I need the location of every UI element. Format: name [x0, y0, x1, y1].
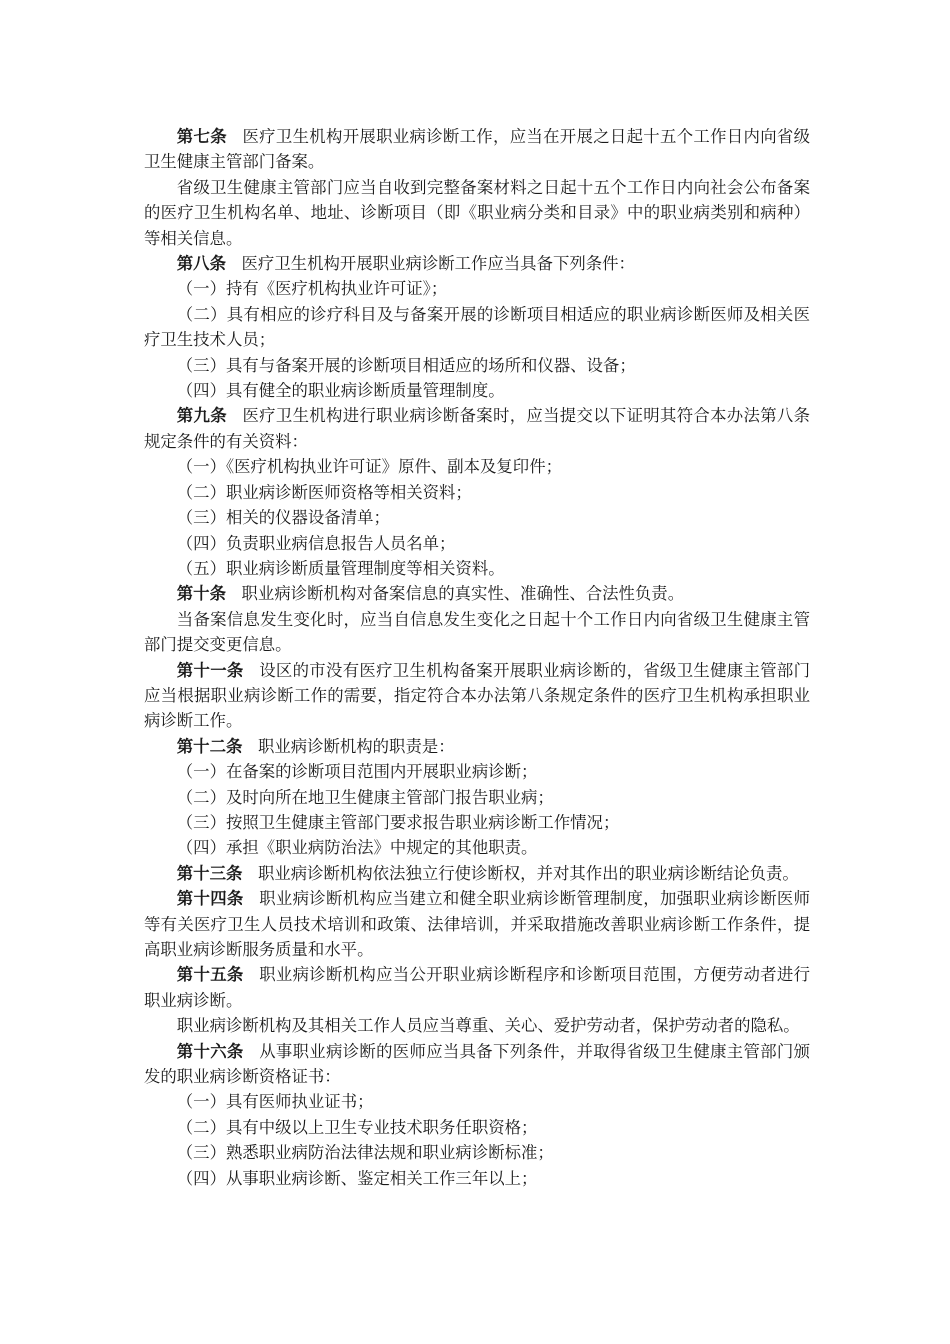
paragraph [144, 607, 810, 658]
list-item [144, 505, 810, 530]
paragraph-text: （三）相关的仪器设备清单； [176, 508, 390, 528]
paragraph-text: （二）职业病诊断医师资格等相关资料； [176, 482, 472, 502]
paragraph [144, 175, 810, 251]
paragraph-text: 医疗卫生机构开展职业病诊断工作应当具备下列条件： [241, 254, 635, 274]
article-label: 第七条 [176, 127, 227, 146]
paragraph [144, 962, 810, 1013]
paragraph [144, 734, 810, 759]
list-item [144, 835, 810, 860]
paragraph-text: （四）负责职业病信息报告人员名单； [176, 533, 456, 553]
list-item [144, 556, 810, 581]
paragraph [144, 1039, 810, 1090]
paragraph [144, 124, 810, 175]
paragraph [144, 658, 810, 734]
paragraph [144, 581, 810, 606]
list-item [144, 454, 810, 479]
paragraph-text: （三）具有与备案开展的诊断项目相适应的场所和仪器、设备； [176, 355, 636, 375]
paragraph-text: 医疗卫生机构开展职业病诊断工作，应当在开展之日起十五个工作日内向省级卫生健康主管部门备案。 [144, 127, 811, 172]
list-item [144, 353, 810, 378]
paragraph-text: 从事职业病诊断的医师应当具备下列条件，并取得省级卫生健康主管部门颁发的职业病诊断资格证书： [144, 1041, 811, 1087]
paragraph-text: （四）具有健全的职业病诊断质量管理制度。 [176, 381, 505, 401]
list-item [144, 1166, 810, 1191]
paragraph-text: 职业病诊断机构对备案信息的真实性、准确性、合法性负责。 [241, 584, 685, 604]
list-item [144, 302, 810, 353]
paragraph-text: 职业病诊断机构应当公开职业病诊断程序和诊断项目范围，方便劳动者进行职业病诊断。 [144, 965, 811, 1010]
article-label: 第八条 [176, 254, 226, 274]
paragraph-text: 医疗卫生机构进行职业病诊断备案时，应当提交以下证明其符合本办法第八条规定条件的有关资料： [144, 406, 811, 451]
list-item [144, 810, 810, 835]
paragraph-text: （四）承担《职业病防治法》中规定的其他职责。 [176, 838, 538, 858]
paragraph [144, 403, 810, 454]
paragraph-text: （一）《医疗机构执业许可证》原件、副本及复印件； [176, 457, 562, 477]
list-item [144, 531, 810, 556]
list-item [144, 1140, 810, 1165]
paragraph [144, 861, 810, 886]
article-label: 第十五条 [176, 965, 244, 985]
list-item [144, 1089, 810, 1114]
paragraph-text: 职业病诊断机构应当建立和健全职业病诊断管理制度，加强职业病诊断医师等有关医疗卫生人员技术培训和政策、法律培训，并采取措施改善职业病诊断工作条件，提高职业病诊断服务质量和水平。 [144, 889, 811, 959]
paragraph-text: 设区的市没有医疗卫生机构备案开展职业病诊断的，省级卫生健康主管部门应当根据职业病诊断工作的需要，指定符合本办法第八条规定条件的医疗卫生机构承担职业病诊断工作。 [144, 660, 811, 731]
paragraph-text: （一）在备案的诊断项目范围内开展职业病诊断； [176, 762, 538, 782]
list-item [144, 276, 810, 301]
document-body [144, 124, 810, 1191]
paragraph-text: 职业病诊断机构的职责是： [257, 736, 455, 756]
article-label: 第十二条 [176, 736, 243, 756]
article-label: 第十一条 [176, 660, 244, 680]
paragraph-text: （三）熟悉职业病防治法律法规和职业病诊断标准； [176, 1143, 554, 1163]
paragraph-text: （一）具有医师执业证书； [176, 1092, 374, 1112]
paragraph-text: （三）按照卫生健康主管部门要求报告职业病诊断工作情况； [176, 812, 620, 832]
list-item [144, 759, 810, 784]
paragraph-text: （四）从事职业病诊断、鉴定相关工作三年以上； [176, 1168, 538, 1188]
paragraph-text: （一）持有《医疗机构执业许可证》； [176, 279, 448, 299]
article-label: 第十四条 [176, 889, 244, 909]
paragraph-text: （二）具有中级以上卫生专业技术职务任职资格； [176, 1117, 538, 1137]
article-label: 第十六条 [176, 1041, 244, 1061]
paragraph-text: （五）职业病诊断质量管理制度等相关资料。 [176, 558, 505, 578]
paragraph-text: 省级卫生健康主管部门应当自收到完整备案材料之日起十五个工作日内向社会公布备案的医疗卫生机构名单、地址、诊断项目（即《职业病分类和目录》中的职业病类别和病种）等相关信息。 [144, 177, 810, 248]
paragraph [144, 1013, 810, 1038]
article-label: 第九条 [176, 406, 227, 426]
list-item [144, 378, 810, 403]
paragraph-text: 职业病诊断机构依法独立行使诊断权，并对其作出的职业病诊断结论负责。 [257, 863, 799, 883]
article-label: 第十条 [176, 584, 226, 604]
list-item [144, 1115, 810, 1140]
article-label: 第十三条 [176, 863, 243, 883]
list-item [144, 480, 810, 505]
paragraph-text: （二）及时向所在地卫生健康主管部门报告职业病； [176, 787, 554, 807]
paragraph-text: 当备案信息发生变化时，应当自信息发生变化之日起十个工作日内向省级卫生健康主管部门提交变更信息。 [144, 609, 810, 655]
list-item [144, 785, 810, 810]
paragraph-text: 职业病诊断机构及其相关工作人员应当尊重、关心、爱护劳动者，保护劳动者的隐私。 [176, 1016, 800, 1036]
paragraph [144, 251, 810, 276]
paragraph [144, 886, 810, 962]
paragraph-text: （二）具有相应的诊疗科目及与备案开展的诊断项目相适应的职业病诊断医师及相关医疗卫生技术人员； [144, 304, 810, 350]
